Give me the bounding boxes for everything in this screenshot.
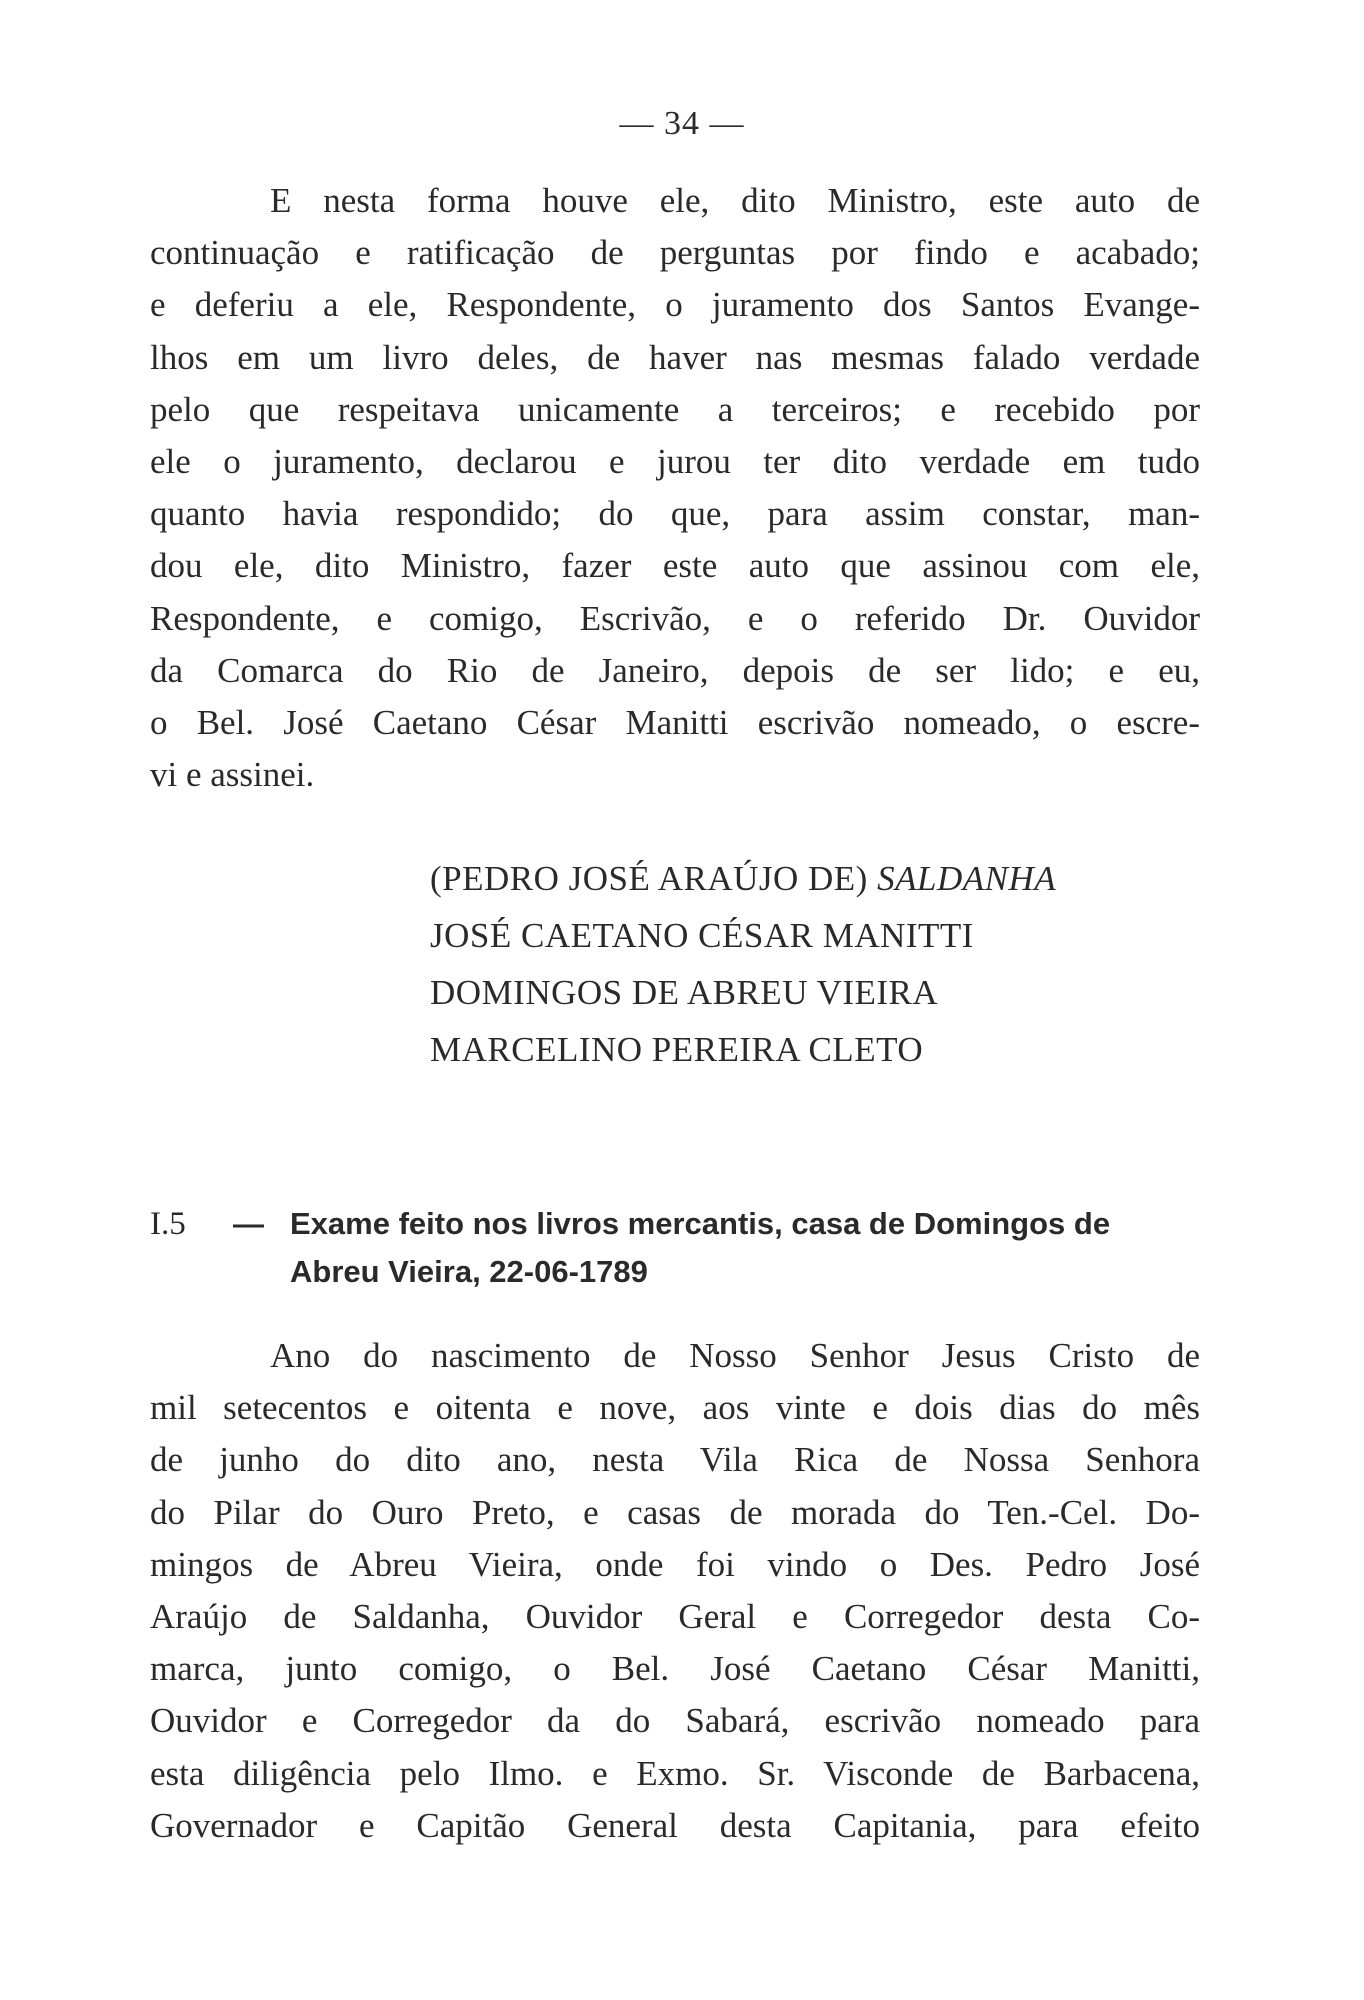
paragraph-line: ele o juramento, declarou e jurou ter dito verdade em tudo	[150, 442, 1200, 482]
paragraph-line: do Pilar do Ouro Preto, e casas de morada do Ten.-Cel. Do-	[150, 1492, 1200, 1532]
paragraph-line: marca, junto comigo, o Bel. José Caetano César Manitti,	[150, 1649, 1200, 1689]
signature-saldanha	[430, 850, 1190, 907]
section-title-line: Abreu Vieira, 22-06-1789	[290, 1254, 648, 1289]
paragraph-line: e deferiu a ele, Respondente, o juramento dos Santos Evange-	[150, 285, 1200, 325]
paragraph-line: mingos de Abreu Vieira, onde foi vindo o Des. Pedro José	[150, 1544, 1200, 1584]
paragraph-line: o Bel. José Caetano César Manitti escrivão nomeado, o escre-	[150, 703, 1200, 743]
section-number: I.5	[150, 1206, 186, 1242]
paragraph-line: continuação e ratificação de perguntas por findo e acabado;	[150, 233, 1200, 273]
paragraph-line: esta diligência pelo Ilmo. e Exmo. Sr. Visconde de Barbacena,	[150, 1753, 1200, 1793]
paragraph-line: Araújo de Saldanha, Ouvidor Geral e Corregedor desta Co-	[150, 1597, 1200, 1637]
paragraph-line: Respondente, e comigo, Escrivão, e o referido Dr. Ouvidor	[150, 598, 1200, 638]
page-number: — 34 —	[619, 105, 745, 142]
section-heading	[150, 1200, 1210, 1296]
paragraph-line: lhos em um livro deles, de haver nas mesmas falado verdade	[150, 337, 1200, 377]
paragraph-line: dou ele, dito Ministro, fazer este auto que assinou com ele,	[150, 546, 1200, 586]
section-dash: —	[233, 1206, 264, 1241]
signature-surname: SALDANHA	[877, 859, 1057, 898]
signature-prefix: (PEDRO JOSÉ ARAÚJO DE)	[430, 859, 868, 898]
paragraph-line: E nesta forma houve ele, dito Ministro, este auto de	[270, 181, 1200, 220]
paragraph-line: Ouvidor e Corregedor da do Sabará, escrivão nomeado para	[150, 1701, 1200, 1741]
paragraph-line: Governador e Capitão General desta Capitania, para efeito	[150, 1805, 1200, 1845]
paragraph-line: da Comarca do Rio de Janeiro, depois de ser lido; e eu,	[150, 650, 1200, 690]
paragraph-1	[150, 175, 1200, 801]
paragraph-line: de junho do dito ano, nesta Vila Rica de Nossa Senhora	[150, 1440, 1200, 1480]
paragraph-2	[150, 1330, 1200, 1852]
signature-block	[430, 850, 1190, 1078]
section-title-line: Exame feito nos livros mercantis, casa de Domingos de	[290, 1206, 1111, 1241]
paragraph-line: pelo que respeitava unicamente a terceiros; e recebido por	[150, 389, 1200, 429]
paragraph-line: vi e assinei.	[150, 755, 315, 795]
signature-cleto: MARCELINO PEREIRA CLETO	[430, 1030, 924, 1069]
signature-manitti: JOSÉ CAETANO CÉSAR MANITTI	[430, 916, 974, 955]
paragraph-line: Ano do nascimento de Nosso Senhor Jesus Cristo de	[270, 1336, 1200, 1375]
paragraph-line: mil setecentos e oitenta e nove, aos vinte e dois dias do mês	[150, 1388, 1200, 1428]
paragraph-line: quanto havia respondido; do que, para assim constar, man-	[150, 494, 1200, 534]
signature-vieira: DOMINGOS DE ABREU VIEIRA	[430, 973, 939, 1012]
